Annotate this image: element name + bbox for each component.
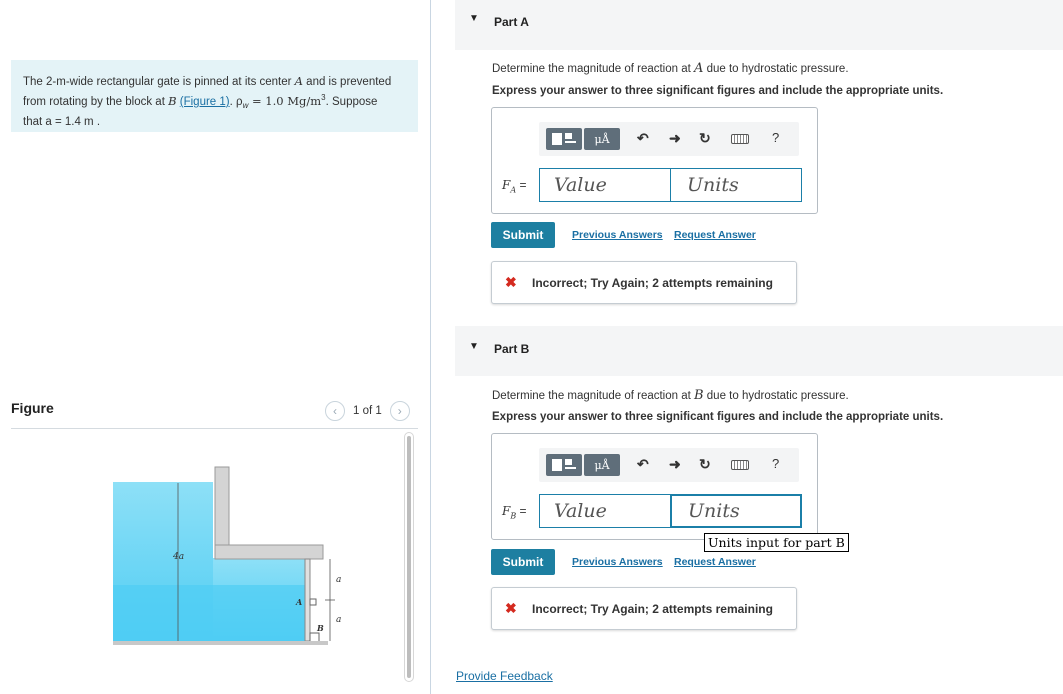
question-var: B	[694, 388, 704, 403]
scrollbar-thumb[interactable]	[407, 436, 411, 678]
label-a-lower: a	[336, 615, 342, 625]
templates-icon[interactable]	[546, 128, 582, 150]
eq-sub: A	[510, 185, 517, 195]
rho-subscript: w	[242, 101, 249, 111]
reset-icon[interactable]: ↻	[699, 456, 711, 472]
request-answer-link-b[interactable]: Request Answer	[674, 556, 756, 568]
problem-statement	[11, 60, 418, 132]
rho-exponent: 3	[321, 93, 326, 102]
units-input-a[interactable]	[670, 168, 802, 202]
units-tooltip: Units input for part B	[704, 533, 849, 552]
figure-link[interactable]: (Figure 1)	[179, 95, 230, 108]
part-b-title: Part B	[494, 342, 530, 356]
part-a-header[interactable]	[455, 0, 1063, 50]
value-input-b[interactable]	[539, 494, 671, 528]
previous-answers-link-a[interactable]: Previous Answers	[572, 229, 663, 241]
part-a-question	[492, 61, 849, 76]
feedback-message: Incorrect; Try Again; 2 attempts remaining	[532, 276, 773, 290]
figure-pager	[325, 401, 410, 421]
undo-icon[interactable]: ↶	[637, 130, 649, 146]
problem-text: and is prevented	[302, 76, 392, 88]
ground	[113, 641, 328, 645]
eq-sign: =	[516, 504, 527, 518]
previous-answers-link-b[interactable]: Previous Answers	[572, 556, 663, 568]
feedback-box-b	[491, 587, 797, 630]
question-text: Determine the magnitude of reaction at	[492, 390, 695, 402]
problem-var-b: B	[168, 93, 177, 108]
question-text: Determine the magnitude of reaction at	[492, 63, 695, 75]
problem-text: that a = 1.4 m .	[23, 116, 101, 129]
fa-label	[502, 178, 526, 194]
gate	[305, 559, 310, 641]
keyboard-icon[interactable]	[731, 134, 749, 144]
eq-sign: =	[516, 178, 527, 192]
figure-heading: Figure	[11, 400, 54, 416]
wall-vertical	[215, 467, 229, 553]
templates-icon[interactable]	[546, 454, 582, 476]
redo-icon[interactable]: ➜	[669, 456, 681, 472]
part-b-instruction: Express your answer to three significant figures and include the appropriate units.	[492, 411, 944, 423]
units-input-b[interactable]	[670, 494, 802, 528]
pager-text: 1 of 1	[353, 405, 382, 417]
question-text: due to hydrostatic pressure.	[703, 390, 849, 402]
help-button[interactable]: ?	[772, 456, 780, 471]
feedback-box-a	[491, 261, 797, 304]
label-point-b: B	[317, 623, 324, 633]
figure-scrollbar[interactable]	[404, 432, 414, 682]
part-b-header[interactable]	[455, 326, 1063, 376]
collapse-triangle-icon[interactable]: ▼	[469, 13, 479, 24]
request-answer-link-a[interactable]: Request Answer	[674, 229, 756, 241]
rho-value: = 1.0 Mg/m	[248, 93, 322, 108]
label-a-upper: a	[336, 575, 342, 585]
help-button[interactable]: ?	[772, 130, 780, 145]
chevron-left-icon[interactable]: ‹	[325, 401, 345, 421]
rho-symbol: . ρ	[229, 95, 243, 108]
submit-button-b[interactable]: Submit	[491, 549, 555, 575]
error-x-icon: ✖	[505, 274, 517, 290]
water-deep	[113, 585, 305, 642]
error-x-icon: ✖	[505, 600, 517, 616]
reset-icon[interactable]: ↻	[699, 130, 711, 146]
value-input-a[interactable]	[539, 168, 671, 202]
problem-var-a: A	[294, 74, 303, 88]
units-button[interactable]: μÅ	[584, 454, 620, 476]
redo-icon[interactable]: ➜	[669, 130, 681, 146]
eq-var: F	[502, 504, 511, 518]
fb-label	[502, 504, 527, 520]
provide-feedback-link[interactable]: Provide Feedback	[456, 669, 553, 683]
collapse-triangle-icon[interactable]: ▼	[469, 341, 479, 352]
eq-var: F	[502, 178, 511, 192]
column-divider	[430, 0, 431, 694]
part-a-instruction: Express your answer to three significant figures and include the appropriate units.	[492, 85, 944, 97]
question-text: due to hydrostatic pressure.	[703, 63, 849, 75]
part-a-answer-box	[491, 107, 818, 214]
problem-text: . Suppose	[325, 95, 378, 108]
part-b-question	[492, 388, 849, 403]
chevron-right-icon[interactable]: ›	[390, 401, 410, 421]
feedback-message: Incorrect; Try Again; 2 attempts remaining	[532, 602, 773, 616]
part-a-title: Part A	[494, 15, 529, 29]
label-point-a: A	[296, 597, 303, 607]
math-toolbar	[539, 448, 799, 482]
label-4a: 4a	[173, 552, 185, 562]
wall-horizontal	[215, 545, 323, 559]
problem-text: The 2-m-wide rectangular gate is pinned at its center	[23, 76, 295, 88]
undo-icon[interactable]: ↶	[637, 456, 649, 472]
part-b-answer-box	[491, 433, 818, 540]
eq-sub: B	[510, 511, 517, 521]
pin-a	[310, 599, 316, 605]
divider	[11, 428, 418, 429]
submit-button-a[interactable]: Submit	[491, 222, 555, 248]
units-button[interactable]: μÅ	[584, 128, 620, 150]
block-b	[310, 633, 319, 642]
gate-diagram	[105, 455, 355, 655]
math-toolbar	[539, 122, 799, 156]
problem-text: from rotating by the block at	[23, 95, 169, 108]
keyboard-icon[interactable]	[731, 460, 749, 470]
question-var: A	[694, 61, 704, 76]
